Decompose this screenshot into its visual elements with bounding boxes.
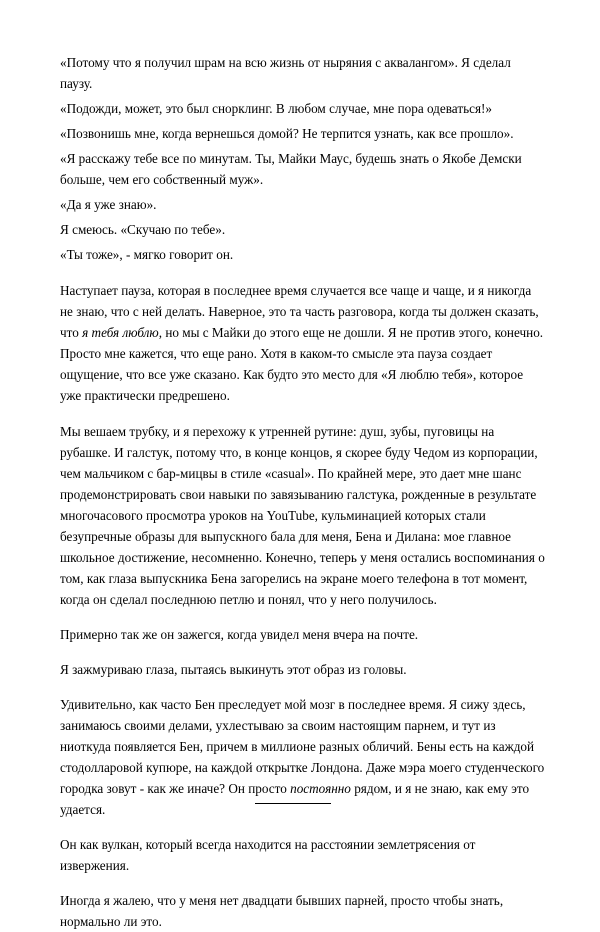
paragraph-pause-text-a: Наступает пауза, которая в последнее время случается все чаще и чаще, и я никогда не знаю, что с ней делать. Наверное, это та часть разговора, когда ты должен сказать, что: [60, 283, 539, 340]
dialogue-line-7: «Ты тоже», - мягко говорит он.: [60, 247, 234, 262]
paragraph-ben-text-b: рядом, и я не знаю, как ему это удается.: [60, 781, 530, 817]
dialogue-line-3: «Позвонишь мне, когда вернешься домой? Не терпится узнать, как все прошло».: [60, 126, 514, 141]
dialogue-line-1: «Потому что я получил шрам на всю жизнь от ныряния с аквалангом». Я сделал паузу.: [60, 55, 511, 91]
dialogue-line-2: «Подожди, может, это был снорклинг. В любом случае, мне пора одеваться!»: [60, 101, 492, 116]
paragraph-volcano: Он как вулкан, который всегда находится на расстоянии землетрясения от извержения.: [60, 837, 476, 873]
paragraph-exes: Иногда я жалею, что у меня нет двадцати бывших парней, просто чтобы знать, нормально ли это.: [60, 893, 504, 929]
paragraph-ben-emphasis: постоянно: [290, 781, 351, 796]
paragraph-pause-emphasis: я тебя люблю: [82, 325, 159, 340]
dialogue-line-4: «Я расскажу тебе все по минутам. Ты, Майки Маус, будешь знать о Якобе Демски больше, чем его собственный муж».: [60, 151, 522, 187]
paragraph-close-eyes: Я зажмуриваю глаза, пытаясь выкинуть этот образ из головы.: [60, 662, 407, 677]
paragraph-ben-everywhere: [60, 694, 545, 820]
section-divider: [255, 803, 331, 804]
document-page: [60, 52, 545, 932]
paragraph-pause: [60, 280, 545, 406]
paragraph-pause-text-b: , но мы с Майки до этого еще не дошли. Я не против этого, конечно. Просто мне кажется, что еще рано. Хотя в каком-то смысле эта пауза создает ощущение, что все уже сказано. Как будто это место для «Я люблю тебя», которое уже практически предрешено.: [60, 325, 544, 403]
paragraph-post-office: Примерно так же он зажегся, когда увидел меня вчера на почте.: [60, 627, 419, 642]
dialogue-line-5: «Да я уже знаю».: [60, 197, 157, 212]
paragraph-morning-routine: Мы вешаем трубку, и я перехожу к утренней рутине: душ, зубы, пуговицы на рубашке. И галстук, потому что, в конце концов, я скорее буду Чедом из корпорации, чем мальчиком с бар-мицвы в стиле «casual». По крайней мере, это дает мне шанс продемонстрировать свои навыки по завязыванию галстука, рожденные в результате многочасового просмотра уроков на YouTube, кульминацией которых стали безупречные образы для выпускного бала для меня, Бена и Дилана: мое главное школьное достижение, несомненно. Конечно, теперь у меня остались воспоминания о том, как глаза выпускника Бена загорелись на экране моего телефона в тот момент, когда он сделал последнюю петлю и понял, что у него получилось.: [60, 424, 545, 607]
dialogue-line-6: Я смеюсь. «Скучаю по тебе».: [60, 222, 226, 237]
paragraph-ben-text-a: Удивительно, как часто Бен преследует мой мозг в последнее время. Я сижу здесь, занимаюсь своими делами, ухлестываю за своим настоящим парнем, и тут из ниоткуда появляется Бен, причем в миллионе разных обличий. Бены есть на каждой стодолларовой купюре, на каждой открытке Лондона. Даже мэра моего студенческого городка зовут - как же иначе? Он просто: [60, 697, 545, 796]
